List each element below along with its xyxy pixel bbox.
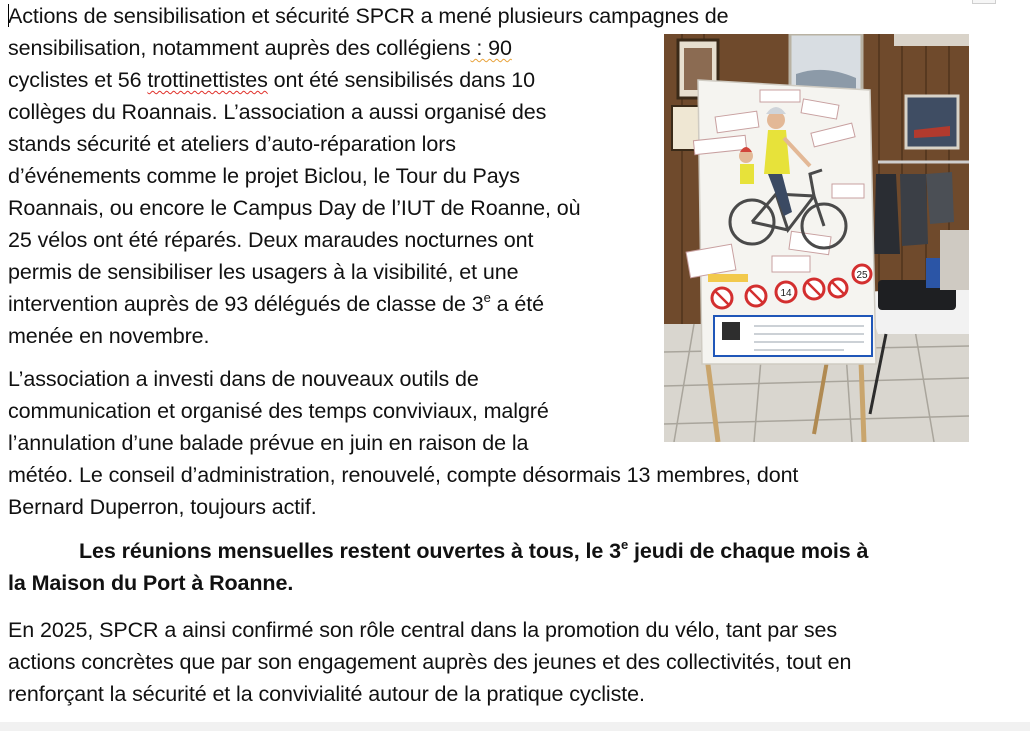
text-line: permis de sensibiliser les usagers à la visibilité, et une	[8, 260, 519, 284]
child-vest	[740, 164, 754, 184]
text-span: jeudi de chaque mois à	[628, 539, 869, 563]
text-line: la Maison du Port à Roanne.	[8, 571, 294, 595]
text-span: sensibilisation, notamment auprès des collégiens	[8, 36, 471, 60]
superscript: e	[620, 536, 629, 552]
yellow-label	[708, 274, 748, 282]
text-span: Les réunions mensuelles restent ouvertes à tous, le 3	[79, 539, 621, 563]
text-line: actions concrètes que par son engagement auprès des jeunes et des collectivités, tout en	[8, 650, 852, 674]
text-line: communication et organisé des temps conviviaux, malgré	[8, 399, 549, 423]
text-line: Bernard Duperron, toujours actif.	[8, 495, 317, 519]
text-span: cyclistes et 56	[8, 68, 148, 92]
text-line: L’association a investi dans de nouveaux outils de	[8, 367, 479, 391]
text-line	[8, 535, 868, 567]
boxes	[940, 230, 969, 290]
text-span: a été	[490, 292, 544, 316]
text-line: Roannais, ou encore le Campus Day de l’IUT de Roanne, où	[8, 196, 581, 220]
photo-illustration	[664, 34, 969, 442]
page-corner-marker	[972, 0, 996, 4]
rider-vest	[764, 130, 790, 174]
framed-picture	[906, 96, 958, 148]
paragraph-safety-actions[interactable]	[8, 0, 729, 352]
text-line: Actions de sensibilisation et sécurité SPCR a mené plusieurs campagnes de	[8, 4, 729, 28]
misspelled-word[interactable]: trottinettistes	[147, 68, 268, 92]
paragraph-conclusion[interactable]	[8, 614, 851, 710]
jacket	[926, 172, 954, 224]
text-line: collèges du Roannais. L’association a aussi organisé des	[8, 100, 547, 124]
text-span: ont été sensibilisés dans 10	[267, 68, 536, 92]
text-line	[8, 32, 729, 64]
text-line: météo. Le conseil d’administration, renouvelé, compte désormais 13 membres, dont	[8, 463, 799, 487]
sign-number-14: 14	[780, 288, 792, 299]
text-line: menée en novembre.	[8, 324, 210, 348]
sign-number-25: 25	[856, 270, 868, 281]
paragraph-monthly-meetings[interactable]	[8, 535, 868, 599]
superscript: e	[483, 289, 491, 305]
ceiling	[894, 34, 969, 46]
event-photo[interactable]	[664, 34, 969, 442]
text-line	[8, 288, 729, 320]
jacket	[874, 174, 900, 254]
text-line: l’annulation d’une balade prévue en juin en raison de la	[8, 431, 529, 455]
text-line: En 2025, SPCR a ainsi confirmé son rôle central dans la promotion du vélo, tant par ses	[8, 618, 838, 642]
grammar-flagged-text[interactable]: : 90	[470, 36, 512, 60]
jacket	[900, 174, 928, 246]
qr-icon	[722, 322, 740, 340]
text-line: renforçant la sécurité et la convivialité autour de la pratique cycliste.	[8, 682, 645, 706]
text-span: intervention auprès de 93 délégués de classe de 3	[8, 292, 484, 316]
text-line: 25 vélos ont été réparés. Deux maraudes nocturnes ont	[8, 228, 534, 252]
page-bottom-strip	[0, 722, 1030, 731]
text-line: stands sécurité et ateliers d’auto-réparation lors	[8, 132, 456, 156]
text-line	[8, 64, 729, 96]
text-line: d’événements comme le projet Biclou, le Tour du Pays	[8, 164, 520, 188]
